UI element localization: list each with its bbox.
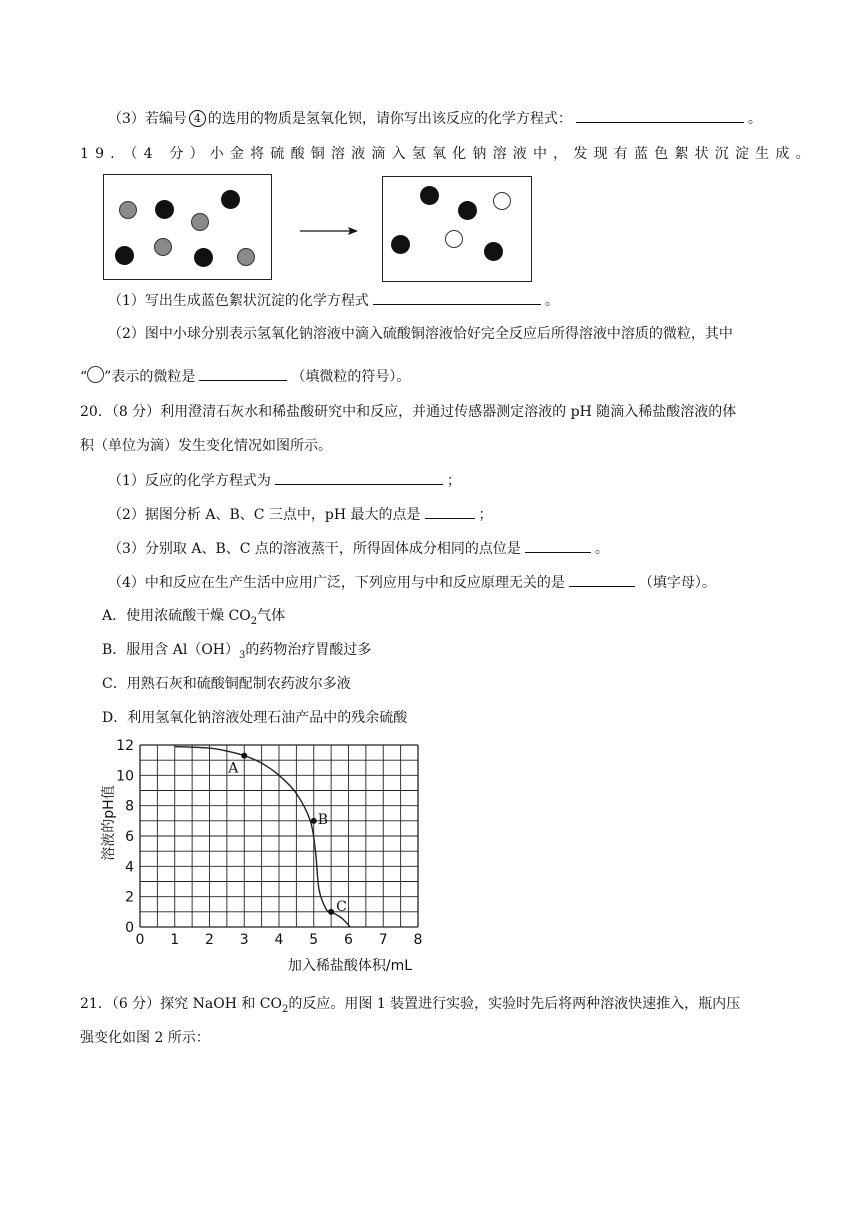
hollow-circle-icon xyxy=(87,366,104,383)
x-tick-label: 5 xyxy=(309,932,319,948)
q21-line1-tail: 的反应。用图 1 装置进行实验，实验时先后将两种溶液快速推入，瓶内压 xyxy=(288,996,741,1012)
white-particle xyxy=(493,192,511,210)
y-tick-label: 4 xyxy=(125,859,134,876)
chart-tick-labels xyxy=(116,738,422,948)
y-tick-label: 10 xyxy=(116,768,134,785)
q20-option-d: D．利用氢氧化钠溶液处理石油产品中的残余硫酸 xyxy=(102,710,408,726)
gray-particle xyxy=(154,238,172,256)
option-b-tail: 的药物治疗胃酸过多 xyxy=(245,642,372,658)
black-particle xyxy=(155,200,174,219)
black-particle xyxy=(221,190,240,209)
x-tick-label: 8 xyxy=(413,932,423,948)
x-axis-label: 加入稀盐酸体积/mL xyxy=(287,958,413,974)
q19-part1 xyxy=(108,290,559,311)
q20-part3-text: （3）分别取 A、B、C 点的溶液蒸干，所得固体成分相同的点位是 xyxy=(108,541,521,557)
answer-blank[interactable] xyxy=(275,470,443,485)
q21-line1-text: 21．（6 分）探究 NaOH 和 CO xyxy=(80,996,282,1012)
data-point-b xyxy=(311,818,317,824)
option-b-text: B．服用含 Al（OH） xyxy=(102,642,240,658)
x-tick-label: 6 xyxy=(344,932,353,948)
q20-part2-text: （2）据图分析 A、B、C 三点中，pH 最大的点是 xyxy=(108,507,421,523)
q18-part3-prefix: （3）若编号 xyxy=(108,111,187,127)
q20-stem-line2: 积（单位为滴）发生变化情况如图所示。 xyxy=(80,438,332,454)
option-a-text: A．使用浓硫酸干燥 CO xyxy=(102,608,251,624)
x-tick-label: 2 xyxy=(205,932,214,948)
y-tick-label: 0 xyxy=(125,920,134,936)
x-tick-label: 4 xyxy=(274,932,284,948)
white-particle xyxy=(445,230,463,248)
q21-line2: 强变化如图 2 所示： xyxy=(80,1030,210,1046)
q18-part3-text: 的选用的物质是氢氧化钡，请你写出该反应的化学方程式： xyxy=(207,111,572,127)
q20-part2 xyxy=(108,504,493,525)
option-a-tail: 气体 xyxy=(257,608,286,624)
quote-open: “ xyxy=(80,369,88,385)
q20-part4-end: （填字母）。 xyxy=(638,575,716,591)
q20-stem-line1: 20．（8 分）利用澄清石灰水和稀盐酸研究中和反应，并通过传感器测定溶液的 pH 随滴入稀盐酸溶液的体 xyxy=(80,404,737,420)
point-label-c: C xyxy=(336,898,347,915)
point-label-b: B xyxy=(317,811,329,828)
x-tick-label: 3 xyxy=(239,932,249,948)
ph-curve xyxy=(175,747,350,927)
black-particle xyxy=(115,246,134,265)
reaction-arrow xyxy=(298,224,360,238)
q20-option-a xyxy=(102,606,285,632)
answer-blank[interactable] xyxy=(199,366,287,381)
q19-part1-end: 。 xyxy=(544,293,559,309)
black-particle xyxy=(484,242,503,261)
q21-line1 xyxy=(80,994,740,1020)
after-particle-diagram xyxy=(382,176,532,282)
chart-grid xyxy=(140,745,418,927)
data-point-a xyxy=(241,753,247,759)
answer-blank[interactable] xyxy=(525,538,591,553)
y-tick-label: 12 xyxy=(116,738,134,754)
q20-part3 xyxy=(108,538,609,559)
q20-part2-end: ； xyxy=(478,507,493,523)
x-tick-label: 1 xyxy=(170,932,180,948)
y-tick-label: 6 xyxy=(125,829,134,845)
y-tick-label: 2 xyxy=(125,889,134,906)
answer-blank[interactable] xyxy=(373,290,541,305)
gray-particle xyxy=(237,248,255,266)
answer-blank[interactable] xyxy=(576,108,744,123)
q19-part1-text: （1）写出生成蓝色絮状沉淀的化学方程式 xyxy=(108,293,369,309)
q20-option-c: C．用熟石灰和硫酸铜配制农药波尔多液 xyxy=(102,676,351,692)
answer-blank[interactable] xyxy=(569,572,635,587)
q20-part1-end: ； xyxy=(446,473,461,489)
q20-part1 xyxy=(108,470,461,491)
q20-part4-text: （4）中和反应在生产生活中应用广泛，下列应用与中和反应原理无关的是 xyxy=(108,575,565,591)
q19-stem: 19．（4 分）小金将硫酸铜溶液滴入氢氧化钠溶液中，发现有蓝色絮状沉淀生成。 xyxy=(80,146,816,162)
point-label-a: A xyxy=(228,760,239,777)
ph-titration-chart xyxy=(95,735,440,975)
black-particle xyxy=(420,186,439,205)
circled-number: 4 xyxy=(189,110,206,127)
before-particle-diagram xyxy=(103,174,272,280)
q19-part2-line2 xyxy=(80,366,410,387)
q18-part3-end: 。 xyxy=(747,111,762,127)
subscript: 2 xyxy=(282,1003,289,1015)
y-axis-label: 溶液的pH值 xyxy=(101,785,117,861)
black-particle xyxy=(458,201,477,220)
data-point-c xyxy=(328,909,334,915)
q20-option-b xyxy=(102,640,371,666)
y-tick-label: 8 xyxy=(125,798,134,815)
q20-part3-end: 。 xyxy=(594,541,609,557)
gray-particle xyxy=(119,201,137,219)
black-particle xyxy=(391,235,410,254)
q19-part2-line1: （2）图中小球分别表示氢氧化钠溶液中滴入硫酸铜溶液恰好完全反应后所得溶液中溶质的微粒，其中 xyxy=(108,326,733,342)
subscript: 2 xyxy=(250,615,258,627)
gray-particle xyxy=(191,213,209,231)
x-tick-label: 0 xyxy=(135,932,145,948)
answer-blank[interactable] xyxy=(425,504,475,519)
q20-part1-text: （1）反应的化学方程式为 xyxy=(108,473,271,489)
subscript: 3 xyxy=(239,649,246,661)
q19-part2-tail: （填微粒的符号）。 xyxy=(291,369,411,385)
q18-part3 xyxy=(108,108,762,129)
q19-part2-label: ”表示的微粒是 xyxy=(104,369,196,385)
x-tick-label: 7 xyxy=(378,932,388,948)
black-particle xyxy=(194,248,213,267)
chart-points xyxy=(227,753,347,915)
q20-part4 xyxy=(108,572,716,593)
